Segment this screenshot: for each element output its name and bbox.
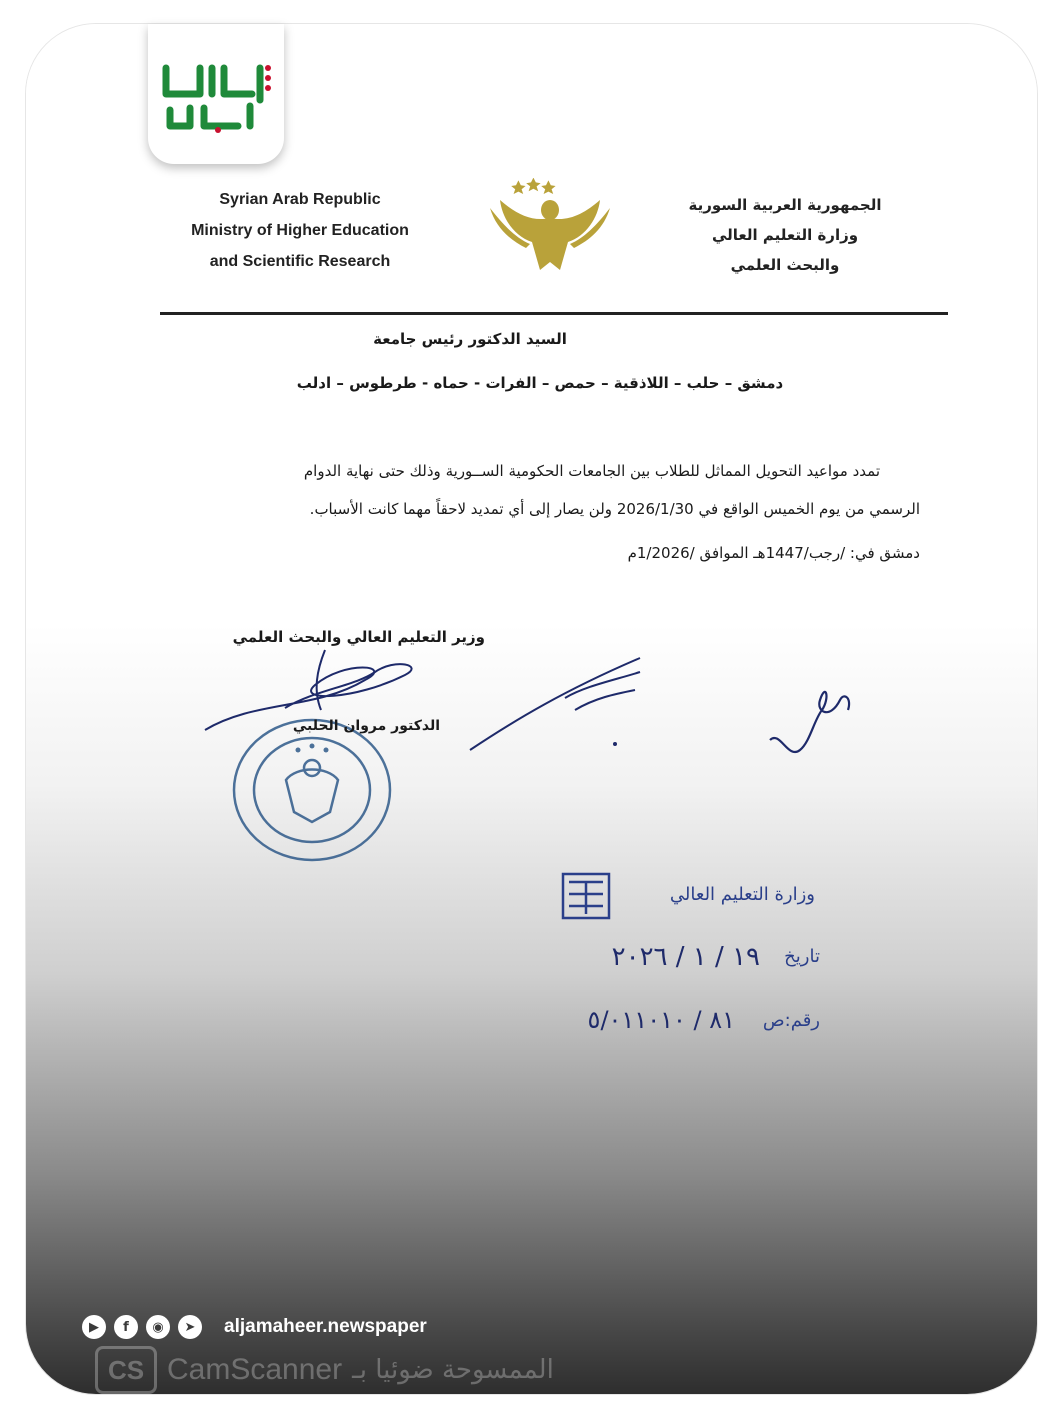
addressee: السيد الدكتور رئيس جامعة bbox=[373, 330, 567, 348]
youtube-icon[interactable]: ▶ bbox=[82, 1315, 106, 1339]
ar-ministry: وزارة التعليم العالي bbox=[711, 226, 859, 244]
en-country: Syrian Arab Republic bbox=[219, 191, 381, 208]
camscanner-arabic-text: الممسوحة ضوئيا بـ bbox=[352, 1355, 554, 1385]
universities-list: دمشق – حلب – اللاذقية – حمص – الفرات - حماه - طرطوس – ادلب bbox=[296, 374, 784, 392]
golden-eagle-emblem-icon bbox=[470, 178, 630, 278]
camscanner-logo-icon: CS bbox=[95, 1346, 157, 1394]
registry-number-value: ٨١ / ٥/٠١١٠١٠ bbox=[587, 1006, 735, 1034]
minister-name: الدكتور مروان الحلبي bbox=[292, 718, 440, 734]
ar-ministry-cont: والبحث العلمي bbox=[730, 256, 840, 274]
registry-ministry: وزارة التعليم العالي bbox=[669, 884, 815, 905]
registry-number-label: رقم:ص bbox=[762, 1010, 820, 1031]
body-line-2: الرسمي من يوم الخميس الواقع في 2026/1/30 ولن يصار إلى أي تمديد لاحقاً مهما كانت الأسباب. bbox=[309, 500, 920, 518]
header-divider bbox=[160, 312, 948, 315]
registry-stamp bbox=[555, 870, 825, 1064]
camscanner-watermark bbox=[95, 1346, 554, 1394]
english-letterhead bbox=[150, 184, 450, 277]
social-handle[interactable]: aljamaheer.newspaper bbox=[224, 1316, 427, 1337]
telegram-icon[interactable]: ➤ bbox=[178, 1315, 202, 1339]
initials-signature-icon bbox=[760, 670, 860, 770]
aljamaheer-logo-icon bbox=[160, 60, 272, 134]
arabic-letterhead bbox=[640, 190, 930, 280]
newspaper-logo[interactable] bbox=[148, 24, 284, 164]
body-line-1: تمدد مواعيد التحويل المماثل للطلاب بين الجامعات الحكومية الســورية وذلك حتى نهاية الدوام bbox=[303, 462, 880, 480]
ar-country: الجمهورية العربية السورية bbox=[688, 196, 882, 214]
minister-title: وزير التعليم العالي والبحث العلمي bbox=[232, 628, 485, 646]
minister-signature-icon bbox=[195, 640, 445, 750]
registry-date-value: ١٩ / ١ / ٢٠٢٦ bbox=[611, 942, 760, 972]
registry-date-label: تاريخ bbox=[784, 946, 820, 967]
date-line: دمشق في: /رجب/1447هـ الموافق /1/2026م bbox=[627, 544, 920, 562]
instagram-icon[interactable]: ◉ bbox=[146, 1315, 170, 1339]
second-signature-icon bbox=[465, 650, 655, 760]
social-footer bbox=[82, 1315, 427, 1339]
facebook-icon[interactable]: f bbox=[114, 1315, 138, 1339]
en-ministry: Ministry of Higher Education bbox=[191, 222, 409, 239]
en-ministry-cont: and Scientific Research bbox=[209, 253, 391, 270]
camscanner-text: CamScanner bbox=[167, 1353, 343, 1386]
